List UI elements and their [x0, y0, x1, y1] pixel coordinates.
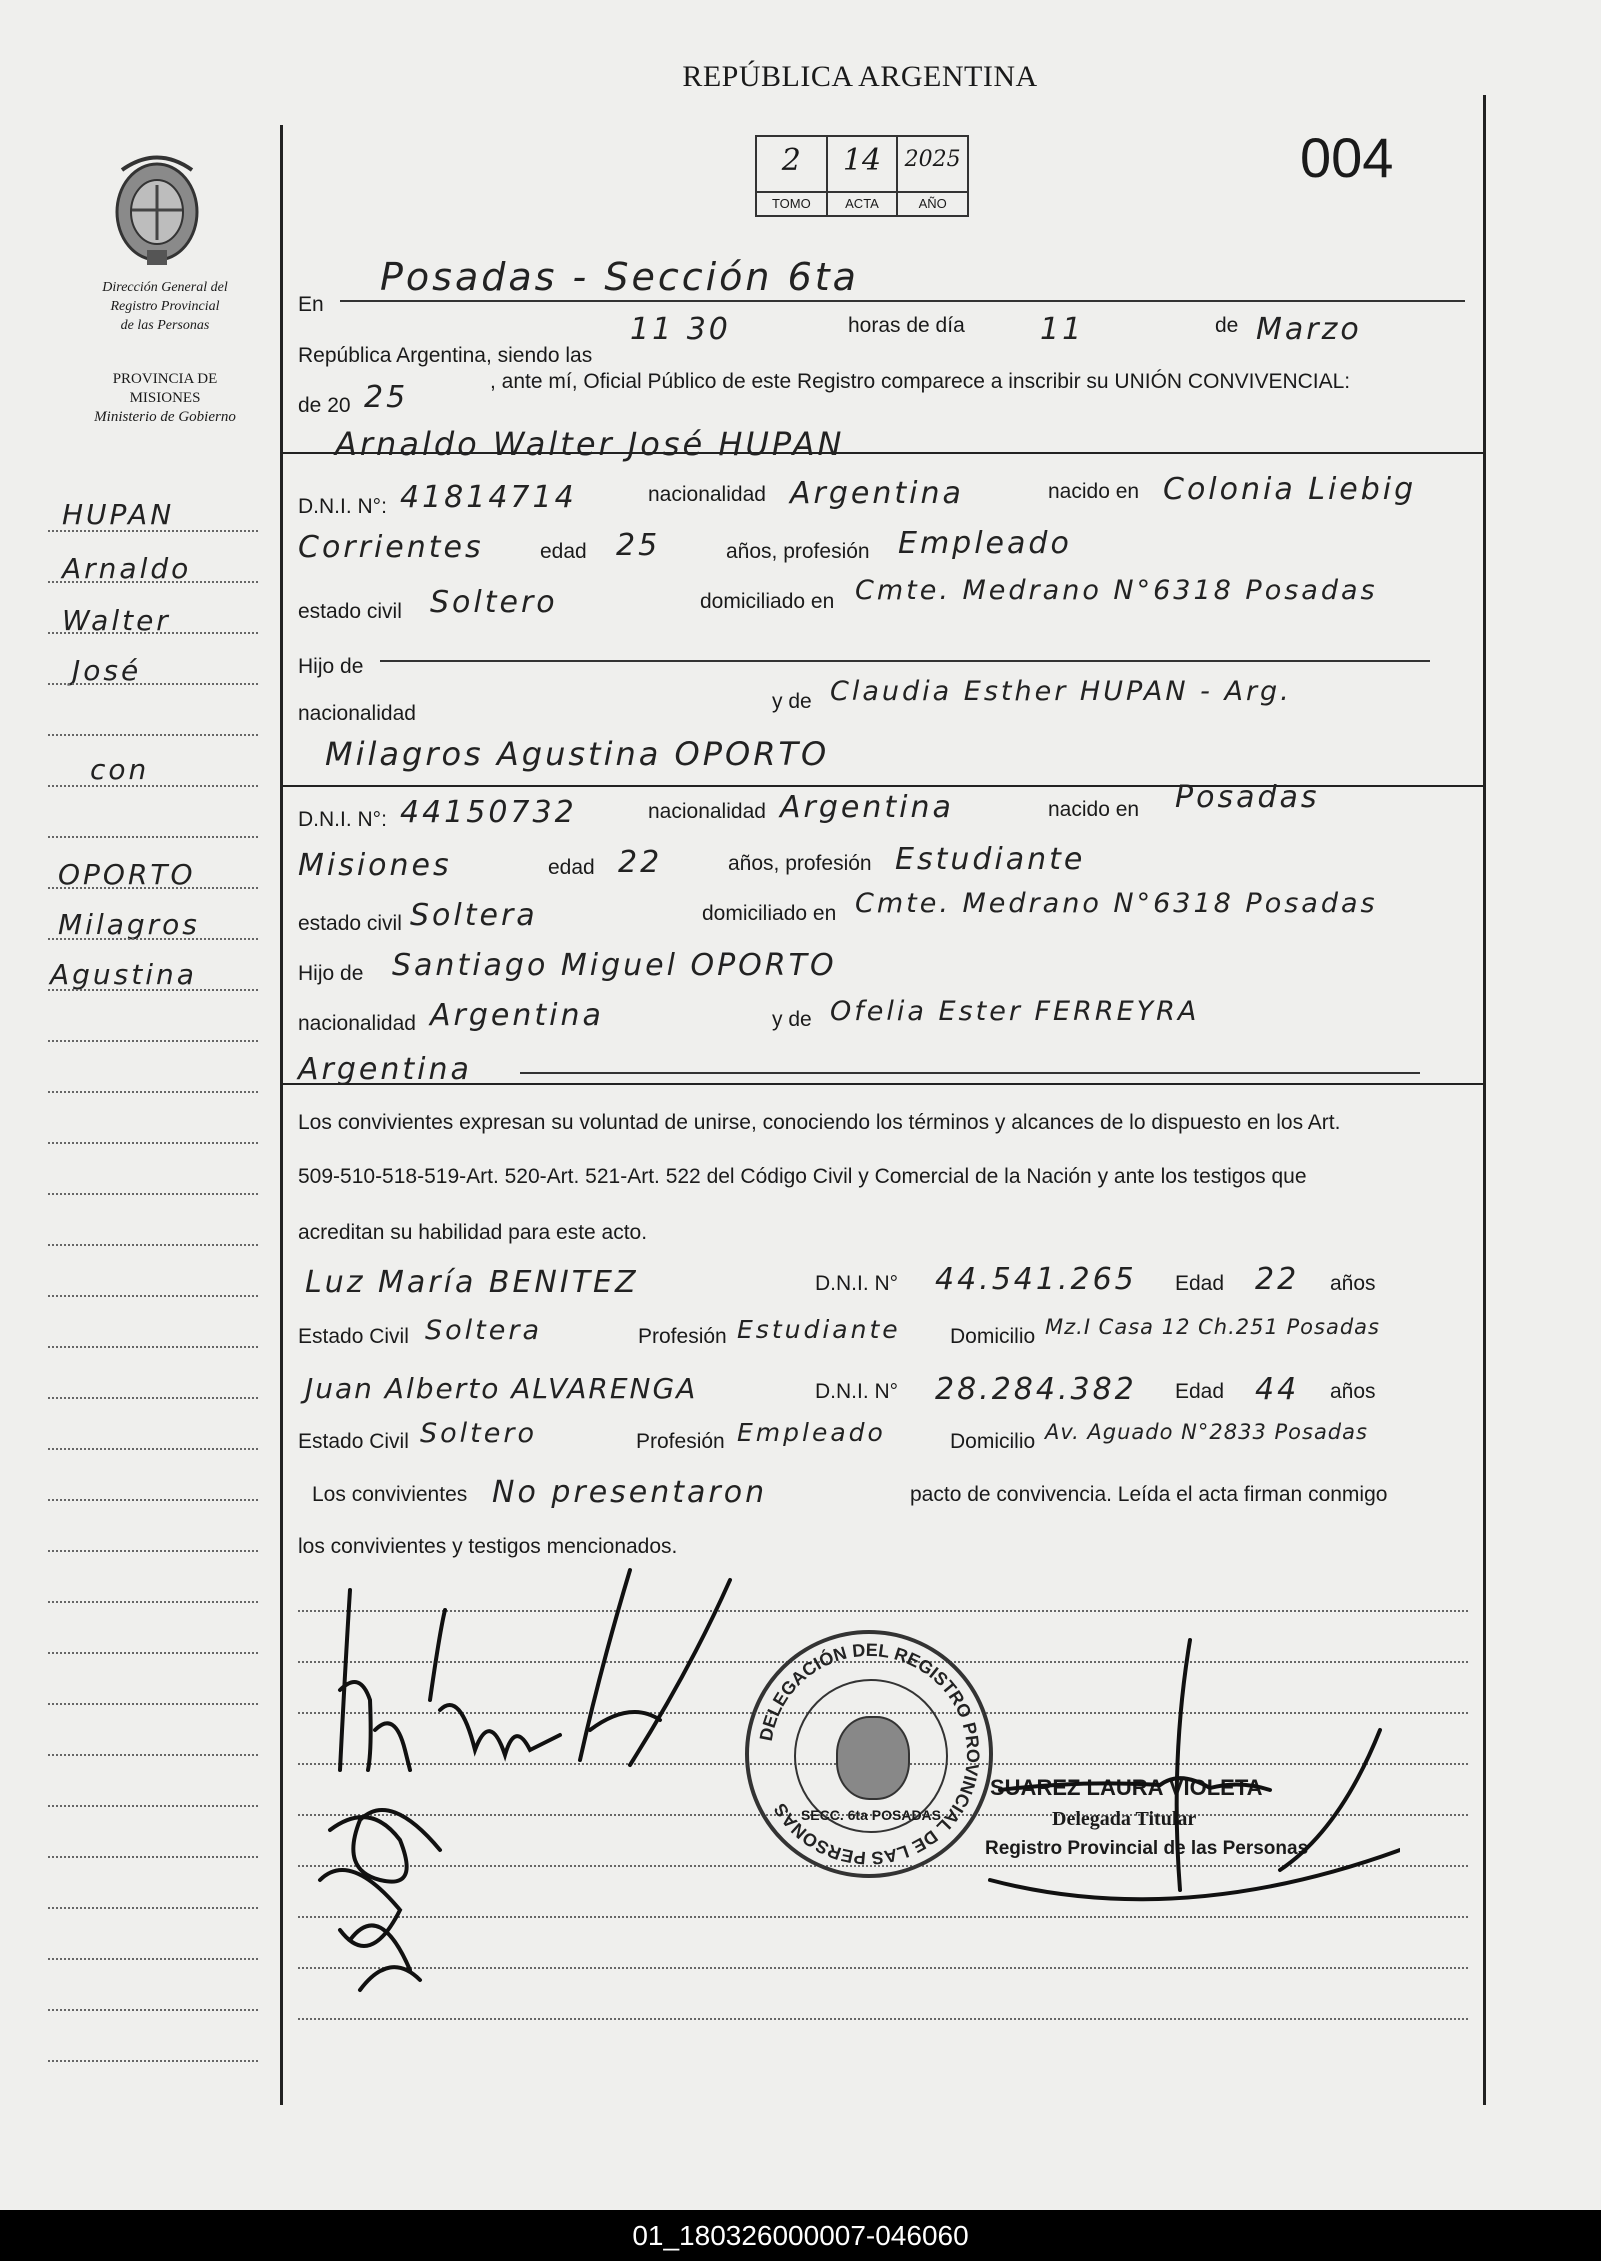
acta-value: 14 — [842, 143, 882, 178]
officer-signature — [980, 1630, 1400, 1930]
margin-dotted-line — [48, 683, 258, 685]
p2-dom-label: domiciliado en — [702, 902, 837, 925]
w1-dni-label: D.N.I. N° — [815, 1272, 899, 1295]
w2-dom-label: Domicilio — [950, 1430, 1036, 1453]
p2-mother-nat: Argentina — [298, 1052, 472, 1087]
tomo-label: TOMO — [757, 191, 826, 215]
margin-dotted-line — [48, 1397, 258, 1399]
seal-inner-ring — [794, 1679, 948, 1833]
p1-civil: Soltero — [430, 585, 558, 620]
p2-prof-label: años, profesión — [728, 852, 872, 875]
p2-father-nat: Argentina — [430, 998, 604, 1033]
seal-inner-text: SECC. 6ta POSADAS — [800, 1807, 942, 1823]
p1-dni-label: D.N.I. N°: — [298, 495, 387, 518]
margin-dotted-line — [48, 1754, 258, 1756]
w1-age: 22 — [1255, 1262, 1300, 1297]
tomo-cell — [757, 137, 828, 215]
margin-dotted-line — [48, 887, 258, 889]
w1-prof-label: Profesión — [638, 1325, 727, 1348]
p2-nat2-label: nacionalidad — [298, 1012, 416, 1035]
province-line-1: PROVINCIA DE — [112, 371, 218, 387]
margin-dotted-line — [48, 1295, 258, 1297]
margin-dotted-line — [48, 1805, 258, 1807]
margin-dotted-line — [48, 1193, 258, 1195]
p2-father: Santiago Miguel OPORTO — [392, 948, 837, 983]
page-title: REPÚBLICA ARGENTINA — [682, 60, 1038, 93]
p1-age: 25 — [616, 528, 661, 563]
margin-dotted-line — [48, 2009, 258, 2011]
person1-name: Arnaldo Walter José HUPAN — [335, 425, 845, 463]
p2-civil-label: estado civil — [298, 912, 402, 935]
w2-dni-label: D.N.I. N° — [815, 1380, 899, 1403]
org-name — [40, 278, 290, 335]
margin-dotted-line — [48, 734, 258, 736]
right-margin-line — [1483, 95, 1486, 2105]
w1-name: Luz María BENITEZ — [305, 1265, 639, 1300]
p1-parent-label: Hijo de — [298, 655, 364, 678]
anio-value: 2025 — [904, 147, 961, 172]
w2-years-label: años — [1330, 1380, 1376, 1403]
w1-dni: 44.541.265 — [935, 1262, 1137, 1297]
p1-born: Colonia Liebig — [1163, 472, 1417, 507]
margin-dotted-line — [48, 1142, 258, 1144]
margin-dotted-line — [48, 581, 258, 583]
officer-org: Registro Provincial de las Personas — [985, 1838, 1309, 1859]
p2-parent-label: Hijo de — [298, 962, 364, 985]
p1-born-label: nacido en — [1048, 480, 1140, 503]
intro-label-b: horas de día — [848, 314, 965, 337]
p2-dni: 44150732 — [400, 795, 577, 830]
margin-dotted-line — [48, 1550, 258, 1552]
place-value: Posadas - Sección 6ta — [380, 255, 859, 299]
p2-address: Cmte. Medrano N°6318 Posadas — [855, 888, 1378, 919]
province-line-3: Ministerio de Gobierno — [94, 409, 236, 425]
margin-name-1: HUPAN — [62, 498, 175, 531]
margin-name-5: con — [90, 753, 150, 786]
margin-name-6: OPORTO — [58, 858, 196, 891]
margin-dotted-line — [48, 989, 258, 991]
left-margin-line — [280, 125, 283, 2105]
officer-name: SUAREZ LAURA VIOLETA — [990, 1775, 1263, 1800]
legal-line-2: 509-510-518-519-Art. 520-Art. 521-Art. 522 del Código Civil y Comercial de la Nación y ante los testigos que — [298, 1165, 1307, 1188]
margin-dotted-line — [48, 1448, 258, 1450]
tomo-value: 2 — [781, 143, 801, 178]
w1-address: Mz.I Casa 12 Ch.251 Posadas — [1045, 1315, 1380, 1339]
margin-dotted-line — [48, 836, 258, 838]
p1-nat2-label: nacionalidad — [298, 702, 416, 725]
year-value: 25 — [364, 380, 409, 415]
p1-dni: 41814714 — [400, 480, 577, 515]
p2-dni-label: D.N.I. N°: — [298, 808, 387, 831]
p2-profession: Estudiante — [895, 842, 1086, 877]
margin-dotted-line — [48, 1652, 258, 1654]
w1-age-label: Edad — [1175, 1272, 1225, 1295]
day-value: 11 — [1040, 312, 1085, 347]
folio-number: 004 — [1300, 126, 1394, 189]
p1-civil-label: estado civil — [298, 600, 402, 623]
p2-nationality: Argentina — [780, 790, 954, 825]
margin-dotted-line — [48, 1499, 258, 1501]
seal-ring-text: DELEGACIÓN DEL REGISTRO PROVINCIAL DE LAS PERSONAS — [755, 1639, 984, 1869]
margin-name-4: José — [72, 654, 142, 687]
p1-father-line — [380, 660, 1430, 662]
margin-dotted-line — [48, 785, 258, 787]
p1-mother: Claudia Esther HUPAN - Arg. — [830, 676, 1292, 707]
org-line-2: Registro Provincial — [110, 299, 220, 314]
official-seal — [745, 1630, 993, 1878]
closing-line-2: los convivientes y testigos mencionados. — [298, 1535, 678, 1558]
p1-address: Cmte. Medrano N°6318 Posadas — [855, 575, 1378, 606]
acta-cell — [828, 137, 899, 215]
hour-value: 11 30 — [630, 312, 731, 347]
intro-label-c: de — [1215, 314, 1239, 337]
w2-age-label: Edad — [1175, 1380, 1225, 1403]
w2-civil: Soltero — [420, 1418, 537, 1449]
w2-age: 44 — [1255, 1372, 1300, 1407]
place-line — [340, 300, 1465, 302]
p2-nat-label: nacionalidad — [648, 800, 766, 823]
p1-age-label: edad — [540, 540, 587, 563]
w1-civil: Soltera — [425, 1315, 543, 1346]
intro-label-a: República Argentina, siendo las — [298, 344, 593, 367]
margin-dotted-line — [48, 1958, 258, 1960]
p1-province: Corrientes — [298, 530, 484, 565]
seal-emblem-icon — [836, 1716, 910, 1800]
margin-dotted-line — [48, 938, 258, 940]
acta-label: ACTA — [828, 191, 897, 215]
p2-mother-label: y de — [772, 1008, 812, 1031]
province-name — [40, 370, 290, 427]
officer-role: Delegada Titular — [1052, 1808, 1197, 1830]
org-line-1: Dirección General del — [102, 280, 228, 295]
margin-dotted-line — [48, 1040, 258, 1042]
province-emblem-icon — [102, 150, 212, 270]
closing-label-b: pacto de convivencia. Leída el acta firman conmigo — [910, 1483, 1388, 1506]
anio-cell — [898, 137, 967, 215]
p1-prof-label: años, profesión — [726, 540, 870, 563]
w1-dom-label: Domicilio — [950, 1325, 1036, 1348]
w1-profession: Estudiante — [737, 1315, 901, 1344]
p2-mother: Ofelia Ester FERREYRA — [830, 996, 1200, 1027]
province-line-2: MISIONES — [129, 390, 201, 406]
p2-province: Misiones — [298, 848, 452, 883]
margin-dotted-line — [48, 632, 258, 634]
p1-profession: Empleado — [898, 526, 1072, 561]
tomo-acta-anio-box — [755, 135, 969, 217]
legal-line-1: Los convivientes expresan su voluntad de unirse, conociendo los términos y alcances de lo dispuesto en los Art. — [298, 1111, 1341, 1134]
margin-name-8: Agustina — [50, 958, 197, 991]
margin-dotted-line — [48, 530, 258, 532]
p2-born-label: nacido en — [1048, 798, 1140, 821]
w1-years-label: años — [1330, 1272, 1376, 1295]
intro-label-year: de 20 — [298, 394, 351, 417]
margin-dotted-line — [48, 1856, 258, 1858]
w2-prof-label: Profesión — [636, 1430, 725, 1453]
p2-civil: Soltera — [410, 898, 538, 933]
p1-nationality: Argentina — [790, 476, 964, 511]
p2-mother-nat-line — [520, 1072, 1420, 1074]
p1-mother-label: y de — [772, 690, 812, 713]
margin-dotted-line — [48, 2060, 258, 2062]
margin-dotted-line — [48, 1907, 258, 1909]
signatures-drawing — [300, 1550, 760, 2000]
w2-dni: 28.284.382 — [935, 1372, 1137, 1407]
w2-civil-label: Estado Civil — [298, 1430, 409, 1453]
p2-born: Posadas — [1175, 780, 1320, 815]
closing-pact: No presentaron — [492, 1475, 768, 1510]
person2-name: Milagros Agustina OPORTO — [325, 735, 830, 773]
w2-profession: Empleado — [737, 1418, 886, 1447]
closing-label-a: Los convivientes — [312, 1483, 468, 1506]
margin-dotted-line — [48, 1091, 258, 1093]
signature-dotted-line — [298, 2018, 1468, 2020]
margin-dotted-line — [48, 1346, 258, 1348]
w1-civil-label: Estado Civil — [298, 1325, 409, 1348]
org-line-3: de las Personas — [120, 318, 210, 333]
en-label: En — [298, 293, 324, 316]
month-value: Marzo — [1256, 312, 1362, 347]
margin-dotted-line — [48, 1244, 258, 1246]
margin-name-7: Milagros — [58, 908, 200, 941]
p2-age-label: edad — [548, 856, 595, 879]
margin-dotted-line — [48, 1703, 258, 1705]
margin-name-2: Arnaldo — [62, 552, 192, 585]
scan-id-footer: 01_180326000007-046060 — [0, 2210, 1601, 2261]
w2-address: Av. Aguado N°2833 Posadas — [1045, 1420, 1368, 1444]
p1-dom-label: domiciliado en — [700, 590, 835, 613]
p1-nat-label: nacionalidad — [648, 483, 766, 506]
w2-name: Juan Alberto ALVARENGA — [305, 1372, 698, 1405]
legal-line-3: acreditan su habilidad para este acto. — [298, 1221, 648, 1244]
p2-age: 22 — [618, 845, 663, 880]
margin-name-3: Walter — [62, 604, 171, 637]
intro-label-d: , ante mí, Oficial Público de este Registro comparece a inscribir su UNIÓN CONVIVENCIAL: — [490, 370, 1351, 393]
margin-dotted-line — [48, 1601, 258, 1603]
anio-label: AÑO — [898, 191, 967, 215]
